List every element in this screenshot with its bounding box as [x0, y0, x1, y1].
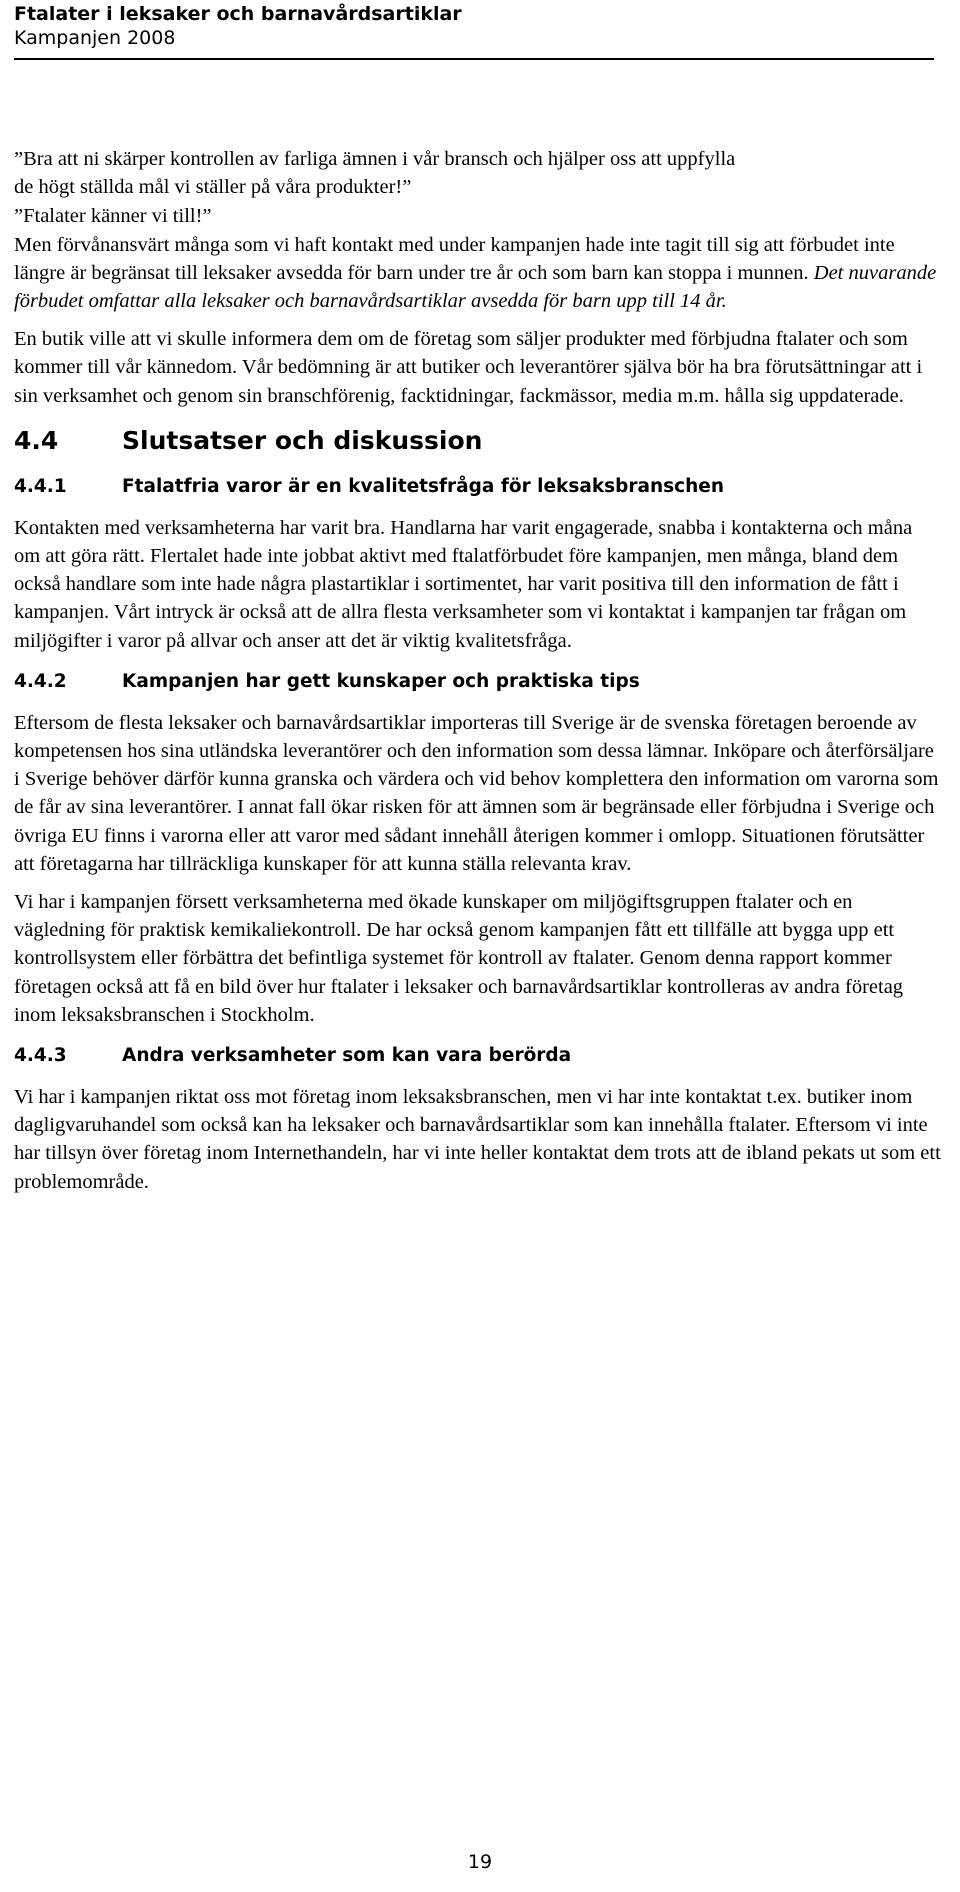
subsection-number: 4.4.3: [14, 1045, 67, 1067]
paragraph: [14, 231, 942, 316]
paragraph: Vi har i kampanjen försett verksamheterna med ökade kunskaper om miljögiftsgruppen ftalater och en vägledning för praktisk kemikaliekontroll. De har också genom kampanjen fått ett tillfälle att bygga upp ett kontrollsystem eller förbättra det befintliga systemet för kontroll av ftalater. Genom denna rapport kommer företagen också att få en bild över hur ftalater i leksaker och barnavårdsartiklar kontrolleras av andra företag inom leksaksbranschen i Stockholm.: [14, 891, 904, 1026]
subsection-number: 4.4.2: [14, 670, 67, 692]
subsection-heading: [14, 474, 942, 500]
page-number: 19: [467, 1851, 493, 1873]
section-title: Slutsatser och diskussion: [122, 425, 483, 455]
header-title: Ftalater i leksaker och barnavårdsartiklar: [14, 3, 462, 25]
subsection-heading: [14, 1043, 942, 1069]
subsection-title: Ftalatfria varor är en kvalitetsfråga för leksaksbranschen: [122, 475, 725, 497]
header-subtitle: Kampanjen 2008: [14, 27, 176, 49]
paragraph: Eftersom de flesta leksaker och barnavårdsartiklar importeras till Sverige är de svenska företagen beroende av kompetensen hos sina utländska leverantörer och den information som dessa lämnar. Inköpare och återförsäljare i Sverige behöver därför kunna granska och värdera och vid behov komplettera den information om varorna som de får av sina leverantörer. I annat fall ökar risken för att ämnen som är begränsade eller förbjudna i Sverige och övriga EU finns i varorna eller att varor med sådant innehåll återigen kommer i omlopp. Situationen förutsätter att företagarna har tillräckliga kunskaper för att kunna ställa relevanta krav.: [14, 711, 939, 875]
quote-line: ”Bra att ni skärper kontrollen av farliga ämnen i vår bransch och hjälper oss att uppfylla: [14, 148, 736, 170]
paragraph: En butik ville att vi skulle informera dem om de företag som säljer produkter med förbjudna ftalater och som kommer till vår kännedom. Vår bedömning är att butiker och leverantörer själva bör ha bra förutsättningar att i sin verksamhet och genom sin branschförenig, facktidningar, fackmässor, media m.m. hålla sig uppdaterade.: [14, 328, 923, 407]
document-body: [14, 145, 942, 1206]
header-rule: [14, 58, 934, 60]
subsection-heading: [14, 669, 942, 695]
page-header: [14, 2, 934, 50]
subsection-number: 4.4.1: [14, 475, 67, 497]
paragraph: Kontakten med verksamheterna har varit bra. Handlarna har varit engagerade, snabba i kontakterna och måna om att göra rätt. Flertalet hade inte jobbat aktivt med ftalatförbudet före kampanjen, men många, bland dem också handlare som inte hade några plastartiklar i sortimentet, har varit positiva till den information de fått i kampanjen. Vårt intryck är också att de allra flesta verksamheter som vi kontaktat i kampanjen tar frågan om miljögifter i varor på allvar och anser att det är viktig kvalitetsfråga.: [14, 516, 913, 652]
section-number: 4.4: [14, 425, 59, 455]
paragraph: Vi har i kampanjen riktat oss mot företag inom leksaksbranschen, men vi har inte kontaktat t.ex. butiker inom dagligvaruhandel som också kan ha leksaker och barnavårdsartiklar som kan innehålla ftalater. Eftersom vi inte har tillsyn över företag inom Internethandeln, har vi inte heller kontaktat dem trots att de ibland pekats ut som ett problemområde.: [14, 1086, 941, 1193]
quote-line: ”Ftalater känner vi till!”: [14, 205, 212, 228]
paragraph-text: Men förvånansvärt många som vi haft kontakt med under kampanjen hade inte tagit till sig att förbudet inte längre är begränsat till leksaker avsedda för barn under tre år och som barn kan stoppa i munnen.: [14, 233, 895, 284]
quote-line: de högt ställda mål vi ställer på våra produkter!”: [14, 176, 412, 199]
subsection-title: Andra verksamheter som kan vara berörda: [122, 1045, 572, 1067]
subsection-title: Kampanjen har gett kunskaper och praktiska tips: [122, 670, 640, 692]
paragraph-italic-text: Det nuvarande förbudet omfattar alla leksaker och barnavårdsartiklar avsedda för barn upp till 14 år.: [14, 261, 937, 313]
section-heading: [14, 424, 942, 458]
